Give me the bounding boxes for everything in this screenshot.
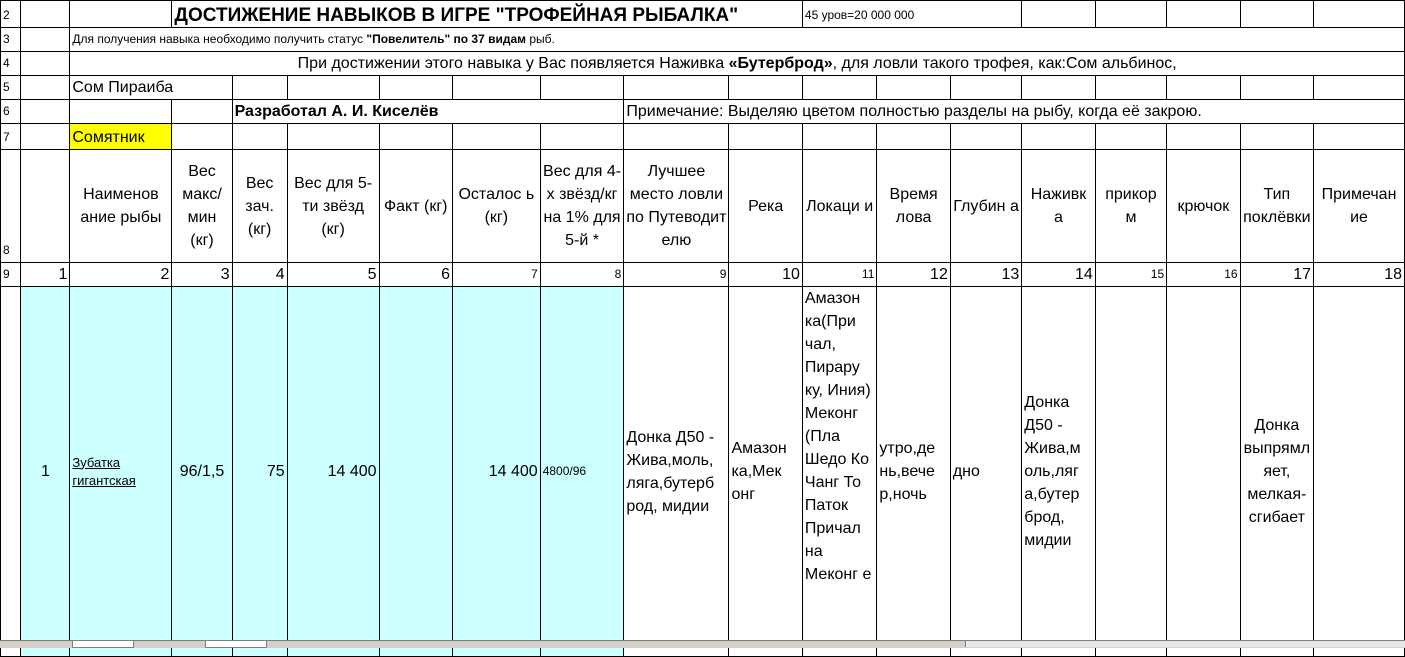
cell[interactable] xyxy=(172,124,232,150)
cell[interactable] xyxy=(1095,124,1166,150)
fish-hook[interactable] xyxy=(1167,287,1240,657)
cell[interactable] xyxy=(21,76,70,100)
col-number[interactable]: 16 xyxy=(1167,263,1240,287)
cell[interactable] xyxy=(21,28,70,52)
col-number[interactable]: 8 xyxy=(540,263,624,287)
reward-bait: «Бутерброд» xyxy=(728,55,833,72)
col-number[interactable]: 14 xyxy=(1022,263,1095,287)
requirement-suffix: рыб. xyxy=(526,32,555,46)
col-header[interactable]: Осталос ь (кг) xyxy=(452,150,540,263)
cell[interactable] xyxy=(877,76,950,100)
row-header[interactable]: 8 xyxy=(1,150,21,263)
col-header[interactable]: Факт (кг) xyxy=(379,150,452,263)
cell[interactable] xyxy=(729,124,802,150)
requirement-text: Для получения навыка необходимо получить статус xyxy=(72,32,367,46)
col-header[interactable]: Река xyxy=(729,150,802,263)
col-header[interactable]: Глубин а xyxy=(950,150,1021,263)
cell[interactable] xyxy=(1022,1,1095,28)
cell[interactable] xyxy=(1240,1,1313,28)
cell[interactable] xyxy=(540,76,624,100)
cell[interactable] xyxy=(1240,124,1313,150)
levels-note[interactable]: 45 уров=20 000 000 xyxy=(802,1,1021,28)
cell[interactable] xyxy=(540,124,624,150)
developer-credit[interactable]: Разработал А. И. Киселёв xyxy=(232,100,624,124)
row-header[interactable]: 5 xyxy=(1,76,21,100)
cell[interactable] xyxy=(21,100,70,124)
fish-weight-5stars[interactable]: 14 400 xyxy=(287,287,379,657)
row-header[interactable]: 4 xyxy=(1,52,21,76)
cell[interactable] xyxy=(172,100,232,124)
fish-river[interactable]: Амазон ка,Мек онг xyxy=(729,287,802,657)
cell[interactable] xyxy=(287,124,379,150)
col-number[interactable]: 12 xyxy=(877,263,950,287)
cell[interactable] xyxy=(1022,76,1095,100)
col-header[interactable]: Вес для 4-х звёзд/кг на 1% для 5-й * xyxy=(540,150,624,263)
col-header[interactable]: Наименов ание рыбы xyxy=(70,150,172,263)
cell[interactable] xyxy=(379,76,452,100)
col-header[interactable]: прикор м xyxy=(1095,150,1166,263)
cell[interactable] xyxy=(21,1,70,28)
trophy-continuation[interactable]: Сом Пираиба xyxy=(70,76,232,100)
col-header[interactable]: Вес зач. (кг) xyxy=(232,150,287,263)
cell[interactable] xyxy=(21,52,70,76)
cell[interactable] xyxy=(877,124,950,150)
cell[interactable] xyxy=(1167,1,1240,28)
cell[interactable] xyxy=(950,124,1021,150)
cell[interactable] xyxy=(232,76,287,100)
cell[interactable] xyxy=(379,124,452,150)
cell[interactable] xyxy=(802,76,876,100)
cell[interactable] xyxy=(1095,1,1166,28)
col-number[interactable]: 5 xyxy=(287,263,379,287)
reward-text: При достижении этого навыка у Вас появляется Наживка xyxy=(297,55,729,72)
fish-remark[interactable] xyxy=(1314,287,1405,657)
cell[interactable] xyxy=(1314,76,1405,100)
col-number[interactable]: 10 xyxy=(729,263,802,287)
cell[interactable] xyxy=(950,76,1021,100)
fish-bite-type[interactable]: Донка выпрямл яет, мелкая- сгибает xyxy=(1240,287,1313,657)
fish-fact[interactable] xyxy=(379,287,452,657)
col-number[interactable]: 3 xyxy=(172,263,232,287)
fish-bait[interactable]: Донка Д50 - Жива,м оль,ляг а,бутер брод, мидии xyxy=(1022,287,1095,657)
col-header[interactable]: Локаци и xyxy=(802,150,876,263)
cell[interactable] xyxy=(624,76,729,100)
cell[interactable] xyxy=(729,76,802,100)
cell[interactable] xyxy=(452,76,540,100)
sheet-title[interactable]: ДОСТИЖЕНИЕ НАВЫКОВ В ИГРЕ "ТРОФЕЙНАЯ РЫБАЛКА" xyxy=(172,1,803,28)
fish-weight-credit[interactable]: 75 xyxy=(232,287,287,657)
col-number[interactable]: 9 xyxy=(624,263,729,287)
fish-locations[interactable]: Амазон ка(При чал, Пирару ку, Иния) Меконг (Пла Шедо Ко Чанг То Паток Причал на Меконг е xyxy=(802,287,876,657)
requirement-status: "Повелитель" по 37 видам xyxy=(366,32,527,46)
row-header[interactable]: 3 xyxy=(1,28,21,52)
col-header[interactable]: Лучшее место ловли по Путеводит елю xyxy=(624,150,729,263)
row-header[interactable]: 7 xyxy=(1,124,21,150)
color-note[interactable]: Примечание: Выделяю цветом полностью разделы на рыбу, когда её закрою. xyxy=(624,100,1405,124)
cell[interactable] xyxy=(1022,124,1095,150)
col-header[interactable]: крючок xyxy=(1167,150,1240,263)
col-number[interactable]: 6 xyxy=(379,263,452,287)
col-header[interactable]: Примечан ие xyxy=(1314,150,1405,263)
cell[interactable] xyxy=(232,124,287,150)
fish-remaining[interactable]: 14 400 xyxy=(452,287,540,657)
col-number[interactable]: 15 xyxy=(1095,263,1166,287)
reward-trophies: , для ловли такого трофея, как:Сом альбинос, xyxy=(832,55,1177,72)
fish-name-link[interactable]: Зубатка гигантская xyxy=(70,287,172,657)
col-number[interactable]: 1 xyxy=(21,263,70,287)
col-header[interactable]: Вес для 5-ти звёзд (кг) xyxy=(287,150,379,263)
cell[interactable] xyxy=(802,124,876,150)
row-header[interactable] xyxy=(1,287,21,657)
cell[interactable] xyxy=(1314,124,1405,150)
col-number[interactable]: 13 xyxy=(950,263,1021,287)
col-number[interactable]: 7 xyxy=(452,263,540,287)
row-header[interactable]: 6 xyxy=(1,100,21,124)
row-header[interactable]: 9 xyxy=(1,263,21,287)
skill-requirement[interactable] xyxy=(70,28,1405,52)
horizontal-scrollbar[interactable] xyxy=(965,641,1405,647)
cell[interactable] xyxy=(1314,1,1405,28)
col-header[interactable]: Тип поклёвки xyxy=(1240,150,1313,263)
cell[interactable] xyxy=(70,1,172,28)
col-number[interactable]: 17 xyxy=(1240,263,1313,287)
col-number[interactable]: 18 xyxy=(1314,263,1405,287)
section-label[interactable]: Сомятник xyxy=(70,124,172,150)
cell[interactable] xyxy=(624,124,729,150)
fish-best-place[interactable]: Донка Д50 - Жива,моль, ляга,бутерб род, мидии xyxy=(624,287,729,657)
cell[interactable] xyxy=(1095,76,1166,100)
col-number[interactable]: 11 xyxy=(802,263,876,287)
cell[interactable] xyxy=(21,124,70,150)
fish-groundbait[interactable] xyxy=(1095,287,1166,657)
col-header[interactable] xyxy=(21,150,70,263)
cell[interactable] xyxy=(287,76,379,100)
fish-depth[interactable]: дно xyxy=(950,287,1021,657)
fish-weight-maxmin[interactable]: 96/1,5 xyxy=(172,287,232,657)
cell[interactable] xyxy=(1167,76,1240,100)
col-number[interactable]: 2 xyxy=(70,263,172,287)
cell[interactable] xyxy=(1240,76,1313,100)
bait-reward-text[interactable] xyxy=(70,52,1405,76)
col-header[interactable]: Наживк а xyxy=(1022,150,1095,263)
cell[interactable] xyxy=(70,100,172,124)
col-header[interactable]: Время лова xyxy=(877,150,950,263)
col-number[interactable]: 4 xyxy=(232,263,287,287)
fish-time[interactable]: утро,де нь,вече р,ночь xyxy=(877,287,950,657)
col-header[interactable]: Вес макс/ мин (кг) xyxy=(172,150,232,263)
fish-index[interactable]: 1 xyxy=(21,287,70,657)
cell[interactable] xyxy=(452,124,540,150)
cell[interactable] xyxy=(1167,124,1240,150)
fish-weight-4stars[interactable]: 4800/96 xyxy=(540,287,624,657)
row-header[interactable]: 2 xyxy=(1,1,21,28)
